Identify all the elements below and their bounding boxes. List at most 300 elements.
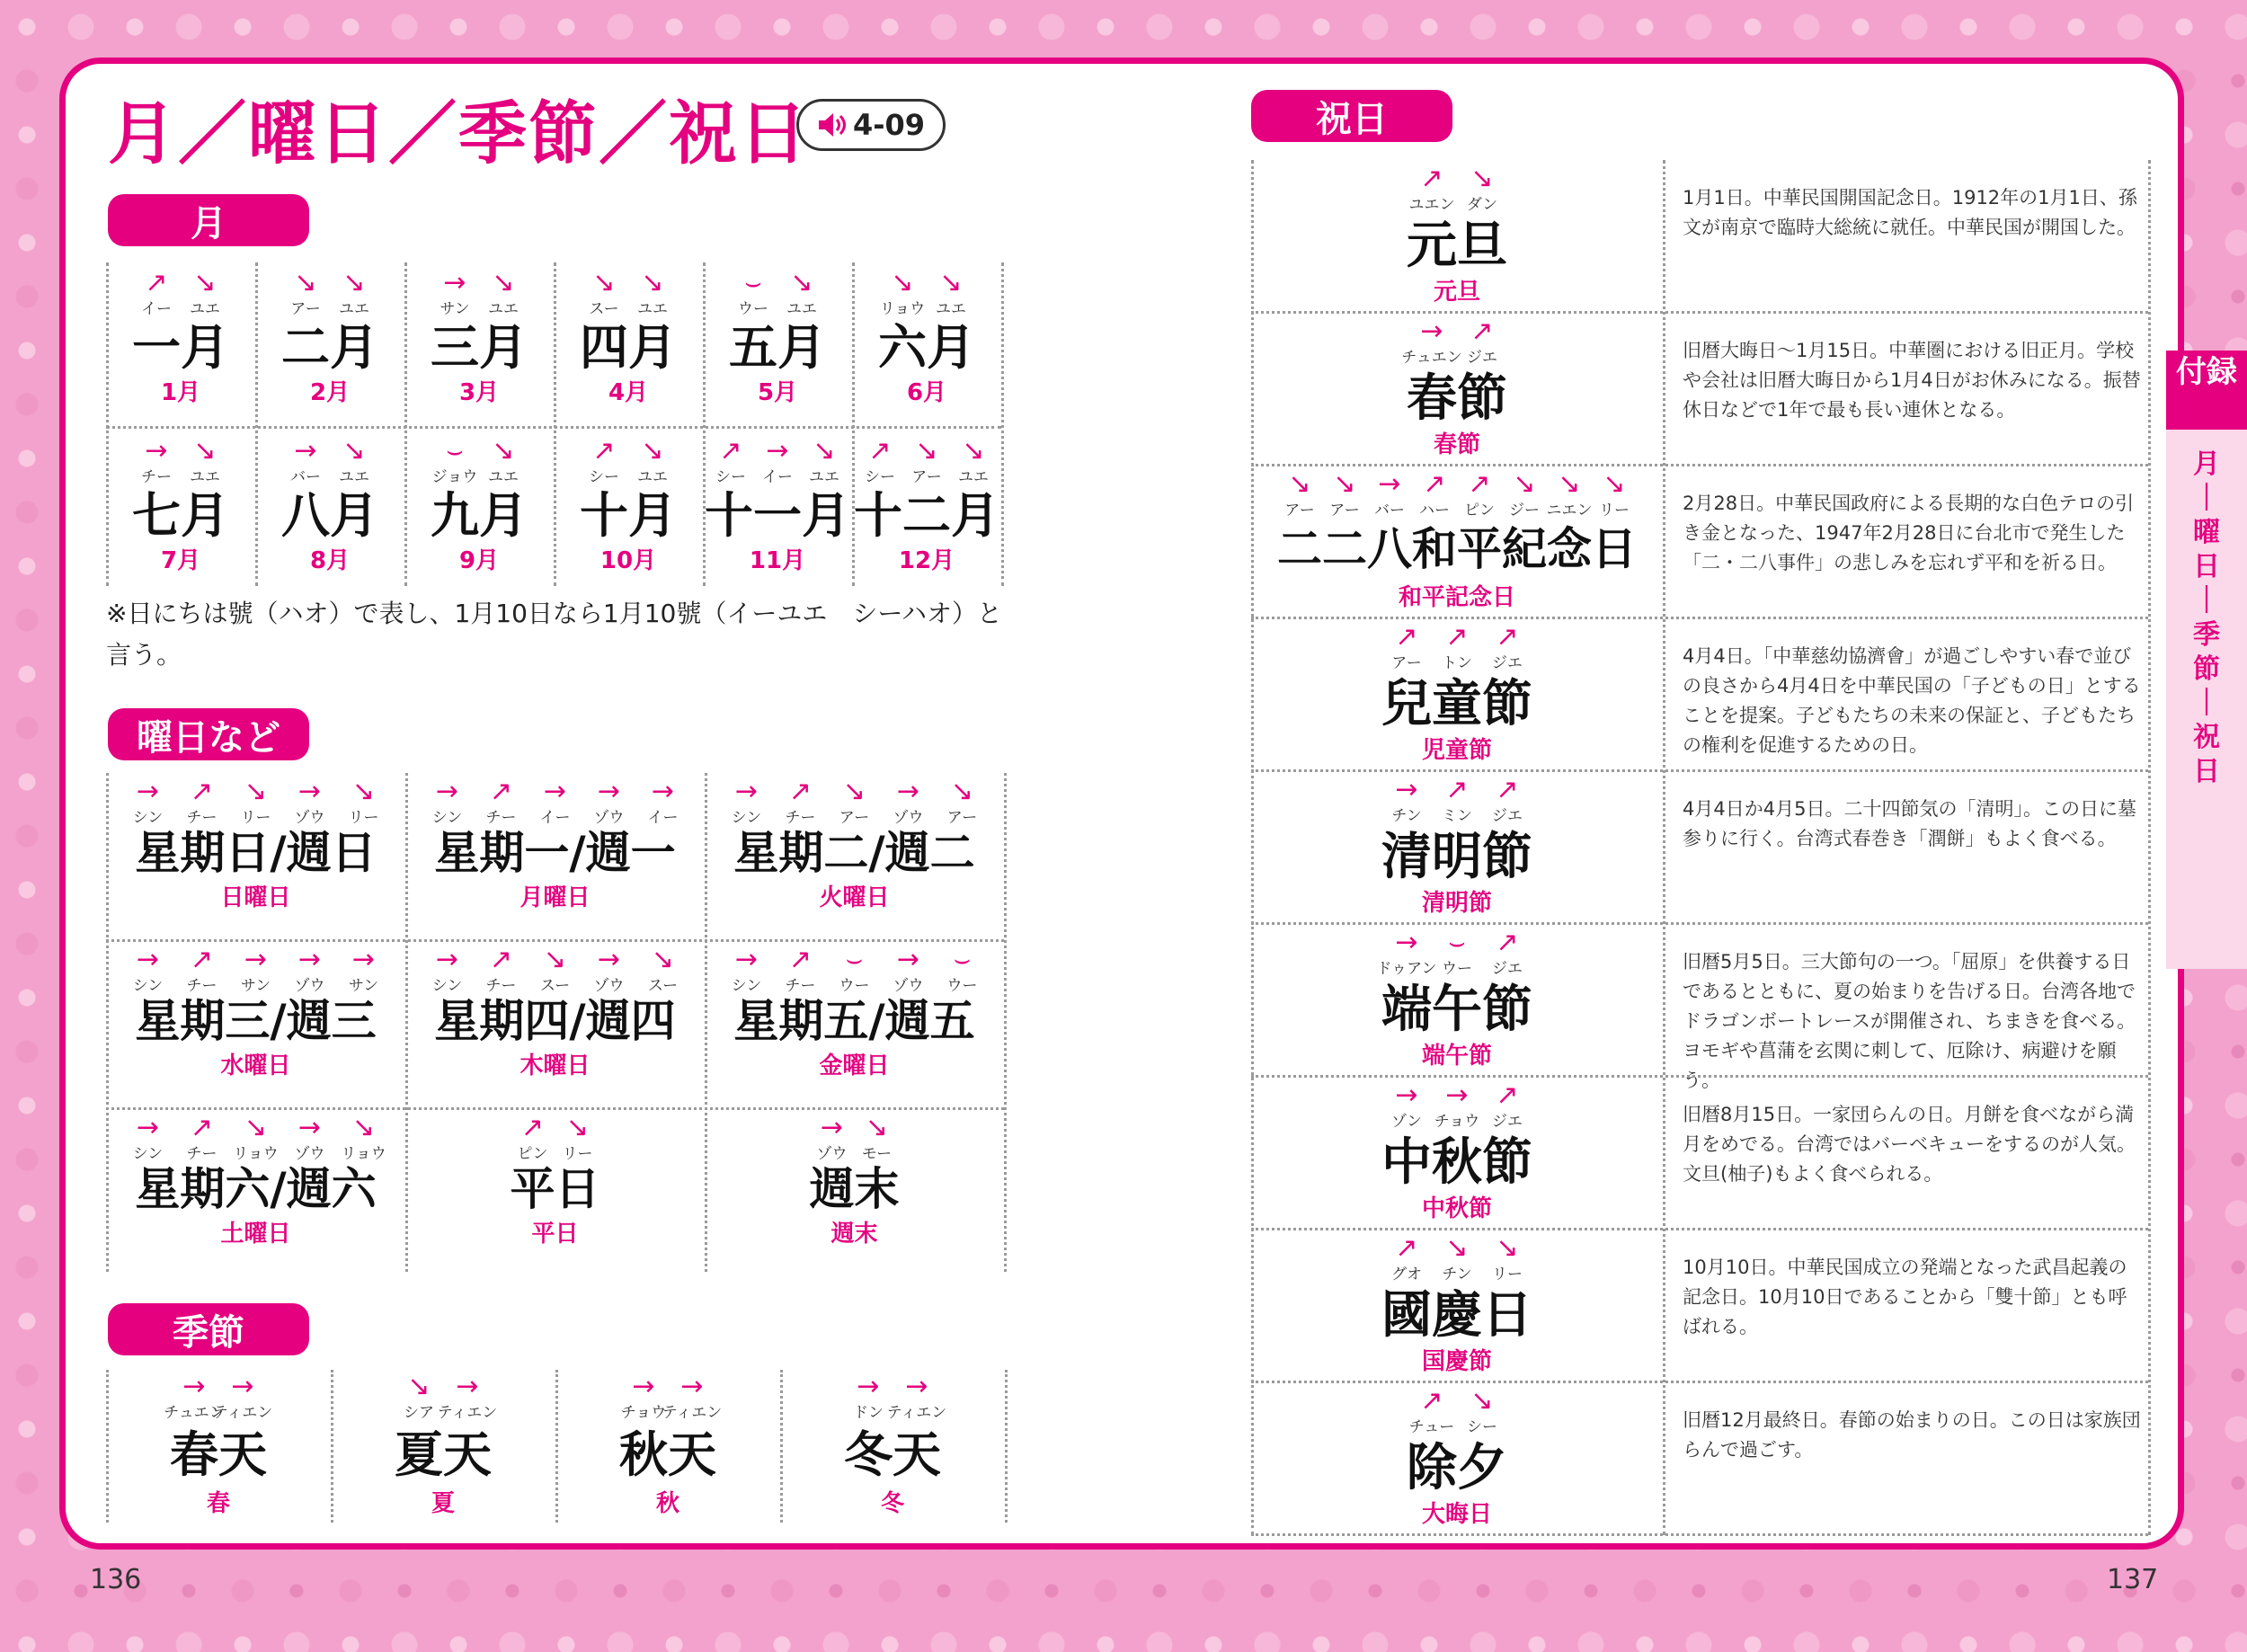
- reading-label: チー: [485, 809, 517, 827]
- hanzi-word: 一月: [132, 319, 229, 376]
- tone-mark-icon: ↗: [719, 438, 742, 466]
- reading-label: ユエ: [958, 468, 989, 486]
- tone-mark-icon: ↗: [190, 1115, 214, 1143]
- word-cell: [404, 270, 554, 412]
- tone-mark-icon: →: [734, 946, 759, 975]
- tone-mark-icon: ↗: [520, 1115, 545, 1143]
- tone-mark-icon: ↘: [1603, 471, 1626, 500]
- reading-label: ジエ: [1492, 654, 1523, 672]
- tone-mark-icon: ↘: [962, 438, 985, 466]
- dotted-divider: [555, 1370, 558, 1523]
- reading-label: シン: [431, 809, 463, 827]
- reading-label: ティエン: [886, 1404, 947, 1422]
- tone-mark-icon: ↘: [543, 946, 567, 975]
- tone-mark-icon: →: [136, 946, 160, 975]
- hanzi-word: 春節: [1407, 369, 1507, 428]
- japanese-meaning: 6月: [906, 379, 947, 406]
- holiday-description: 2月28日。中華民国政府による長期的な白色テロの引き金となった、1947年2月28日に台北市で発生した「二・二八事件」の悲しみを忘れず平和を祈る日。: [1683, 493, 2135, 573]
- hanzi-word: 三月: [431, 319, 528, 376]
- word-cell: [106, 946, 405, 1085]
- reading-label: ユエ: [936, 300, 966, 318]
- page-number-left: 136: [90, 1564, 142, 1595]
- tone-mark-icon: ⌣: [744, 270, 762, 298]
- japanese-meaning: 12月: [898, 547, 955, 574]
- japanese-meaning: 3月: [458, 379, 500, 406]
- reading-label: シー: [715, 468, 746, 486]
- tone-mark-icon: →: [905, 1373, 928, 1402]
- holiday-description: 旧暦8月15日。一家団らんの日。月餅を食べながら満月をめでる。台湾ではバーベキューをするのが人気。文旦(柚子)もよく食べられる。: [1683, 1104, 2136, 1185]
- tone-mark-icon: ↗: [1395, 1235, 1418, 1264]
- tone-mark-icon: →: [543, 778, 567, 807]
- dotted-divider: [106, 1107, 1004, 1110]
- tone-mark-icon: ↗: [1445, 777, 1469, 805]
- tone-mark-icon: ↗: [1496, 624, 1519, 653]
- reading-label: リー: [562, 1145, 593, 1163]
- tone-mark-icon: ↗: [1445, 624, 1469, 653]
- hanzi-word: 八月: [281, 487, 378, 544]
- reading-label: ゾウ: [294, 1145, 325, 1163]
- word-cell: [554, 270, 703, 412]
- japanese-meaning: 夏: [431, 1490, 455, 1517]
- reading-label: チー: [186, 1145, 218, 1163]
- dotted-divider: [1004, 773, 1007, 1272]
- audio-track-badge[interactable]: [796, 99, 946, 151]
- tone-mark-icon: ↘: [565, 1115, 590, 1143]
- reading-label: モー: [861, 1145, 893, 1163]
- hanzi-word: 七月: [132, 487, 229, 544]
- tone-mark-icon: →: [294, 438, 317, 466]
- tone-mark-icon: ↗: [788, 778, 813, 807]
- tone-mark-icon: →: [1378, 471, 1401, 500]
- tone-mark-icon: →: [298, 946, 322, 975]
- reading-label: ジエ: [1467, 349, 1497, 367]
- dotted-divider: [106, 262, 109, 586]
- tone-mark-icon: ↘: [641, 270, 664, 298]
- tone-mark-icon: →: [351, 946, 376, 975]
- reading-label: バー: [290, 468, 321, 486]
- reading-label: ユエ: [809, 468, 839, 486]
- tone-mark-icon: →: [435, 778, 459, 807]
- reading-label: サン: [240, 977, 271, 995]
- reading-label: ユエ: [637, 300, 668, 318]
- japanese-meaning: 7月: [160, 547, 201, 574]
- tone-mark-icon: →: [145, 438, 168, 466]
- tone-mark-icon: ↗: [190, 778, 214, 807]
- reading-label: チー: [141, 468, 172, 486]
- word-cell: [1251, 1388, 1663, 1533]
- word-cell: [106, 270, 255, 412]
- hanzi-word: 平日: [510, 1163, 600, 1215]
- hanzi-word: 十二月: [854, 487, 999, 544]
- reading-label: ゾン: [1391, 1113, 1422, 1131]
- reading-label: ジエ: [1492, 960, 1523, 978]
- word-cell: [1251, 929, 1663, 1075]
- tone-mark-icon: ↘: [492, 438, 515, 466]
- section-months-label: 月: [108, 194, 309, 246]
- reading-label: サン: [440, 300, 470, 318]
- section-holidays-label: 祝日: [1251, 90, 1452, 142]
- reading-label: シー: [589, 468, 619, 486]
- tone-mark-icon: →: [734, 778, 759, 807]
- reading-label: ジエ: [1492, 807, 1523, 825]
- holiday-description: 旧暦5月5日。三大節句の一つ。「屈原」を供養する日であるとともに、夏の始まりを告げる日。台湾各地でドラゴンボートレースが開催され、ちまきを食べる。ヨモギや菖蒲を玄関に刺して、厄除け、病避けを願う。: [1683, 951, 2136, 1091]
- tone-mark-icon: ↘: [1288, 471, 1311, 500]
- reading-label: ゾウ: [593, 809, 625, 827]
- reading-label: シン: [731, 977, 762, 995]
- word-cell: [705, 778, 1004, 917]
- dotted-divider: [331, 1370, 333, 1523]
- reading-label: チー: [485, 977, 517, 995]
- hanzi-word: 清明節: [1381, 828, 1532, 886]
- tone-mark-icon: ↘: [1496, 1235, 1519, 1264]
- tone-mark-icon: ↘: [813, 438, 836, 466]
- reading-label: ウー: [738, 300, 768, 318]
- hanzi-word: 國慶日: [1381, 1286, 1532, 1345]
- tone-mark-icon: ↘: [651, 946, 675, 975]
- tone-mark-icon: →: [298, 1115, 322, 1143]
- dotted-divider: [1251, 1533, 2148, 1536]
- tone-mark-icon: ↘: [790, 270, 813, 298]
- tone-mark-icon: →: [136, 778, 160, 807]
- section-seasons-label: 季節: [108, 1303, 309, 1355]
- word-cell: [106, 778, 405, 917]
- tone-mark-icon: →: [1420, 318, 1443, 347]
- tone-mark-icon: ↗: [1470, 318, 1494, 347]
- word-cell: [106, 1373, 331, 1523]
- tone-mark-icon: ↗: [1496, 777, 1519, 805]
- reading-label: チュエン: [164, 1404, 225, 1422]
- word-cell: [106, 1115, 405, 1253]
- hanzi-word: 星期六/週六: [135, 1163, 377, 1215]
- hanzi-word: 九月: [431, 487, 528, 544]
- tone-mark-icon: ↗: [788, 946, 813, 975]
- holiday-description: 旧暦12月最終日。春節の始まりの日。この日は家族団らんで過ごす。: [1683, 1409, 2141, 1461]
- tone-mark-icon: →: [651, 778, 675, 807]
- japanese-meaning: 4月: [608, 379, 649, 406]
- reading-label: ゾウ: [816, 1145, 848, 1163]
- japanese-meaning: 9月: [458, 547, 500, 574]
- japanese-meaning: 平日: [531, 1221, 579, 1248]
- word-cell: [1251, 1082, 1663, 1228]
- reading-label: ゾウ: [593, 977, 625, 995]
- word-cell: [255, 438, 404, 580]
- hanzi-word: 星期日/週日: [135, 827, 377, 879]
- japanese-meaning: 冬: [880, 1490, 904, 1517]
- tone-mark-icon: ⌣: [845, 946, 864, 975]
- tone-mark-icon: ↗: [1468, 471, 1491, 500]
- tone-mark-icon: →: [680, 1373, 704, 1402]
- reading-label: リー: [348, 809, 379, 827]
- japanese-meaning: 金曜日: [819, 1052, 890, 1079]
- tone-mark-icon: →: [182, 1373, 206, 1402]
- tone-mark-icon: ↘: [891, 270, 914, 298]
- appendix-topics-tab[interactable]: 月 ｜ 曜 日 ｜ 季 節 ｜ 祝 日: [2166, 430, 2247, 969]
- hanzi-word: 夏天: [395, 1426, 492, 1483]
- reading-label: ドン: [853, 1404, 884, 1422]
- reading-label: ティエン: [437, 1404, 498, 1422]
- tone-mark-icon: ↘: [342, 270, 366, 298]
- tone-mark-icon: →: [857, 1373, 880, 1402]
- reading-label: ピン: [1464, 502, 1495, 520]
- word-cell: [705, 946, 1004, 1085]
- dotted-divider: [405, 773, 408, 1272]
- reading-label: アー: [1391, 654, 1422, 672]
- hanzi-word: 十月: [580, 487, 677, 544]
- word-cell: [705, 1115, 1004, 1253]
- hanzi-word: 元旦: [1407, 217, 1507, 275]
- dotted-divider: [2148, 160, 2151, 1535]
- reading-label: チョウ: [620, 1404, 667, 1422]
- reading-label: ゾウ: [893, 809, 924, 827]
- reading-label: スー: [539, 977, 571, 995]
- hanzi-word: 十一月: [705, 487, 850, 544]
- tone-mark-icon: ↘: [1445, 1235, 1469, 1264]
- tone-mark-icon: ↘: [939, 270, 963, 298]
- reading-label: トン: [1442, 654, 1472, 672]
- tone-mark-icon: ⌣: [953, 946, 972, 975]
- reading-label: チュー: [1408, 1418, 1455, 1436]
- tone-mark-icon: ↘: [1470, 165, 1494, 194]
- hanzi-word: 冬天: [844, 1426, 941, 1483]
- reading-label: シー: [865, 468, 895, 486]
- hanzi-word: 星期三/週三: [135, 995, 377, 1047]
- reading-label: リョウ: [879, 300, 926, 318]
- hanzi-word: 六月: [878, 319, 975, 376]
- tone-mark-icon: →: [1445, 1082, 1469, 1111]
- tone-mark-icon: →: [435, 946, 459, 975]
- holiday-description: 旧暦大晦日～1月15日。中華圏における旧正月。学校や会社は旧暦大晦日から1月4日がお休みになる。振替休日などで1年で最も長い連休となる。: [1683, 340, 2141, 421]
- dotted-divider: [1001, 262, 1004, 586]
- word-cell: [404, 438, 554, 580]
- tone-mark-icon: ↘: [407, 1373, 431, 1402]
- reading-label: チン: [1391, 807, 1422, 825]
- audio-track-number: 4-09: [852, 108, 926, 142]
- japanese-meaning: 木曜日: [520, 1052, 591, 1079]
- reading-label: ニエン: [1546, 502, 1593, 520]
- dotted-divider: [1005, 1370, 1008, 1523]
- dotted-divider: [1251, 1228, 2148, 1230]
- reading-label: アー: [839, 809, 870, 827]
- reading-label: チー: [785, 977, 816, 995]
- reading-label: チー: [785, 809, 816, 827]
- word-cell: [852, 438, 1001, 580]
- reading-label: ユエ: [786, 300, 817, 318]
- hanzi-word: 二二八和平紀念日: [1277, 523, 1637, 575]
- reading-label: シン: [431, 977, 463, 995]
- word-cell: [555, 1373, 780, 1523]
- reading-label: シー: [1467, 1418, 1497, 1436]
- holiday-description: 4月4日。「中華慈幼協濟會」が過ごしやすい春で並びの良さから4月4日を中華民国の「子どもの日」とすることを提案。子どもたちの未来の保証と、子どもたちの権利を促進するための日。: [1683, 645, 2141, 756]
- reading-label: チー: [186, 809, 218, 827]
- months-note: ※日にちは號（ハオ）で表し、1月10日なら1月10號（イーユエ シーハオ）と言う。: [106, 599, 1002, 670]
- word-cell: [1251, 624, 1663, 769]
- tone-mark-icon: ↗: [868, 438, 892, 466]
- dotted-divider: [106, 939, 1004, 942]
- reading-label: ユエ: [190, 468, 220, 486]
- reading-label: イー: [762, 468, 793, 486]
- reading-label: バー: [1374, 502, 1405, 520]
- japanese-meaning: 春節: [1433, 431, 1480, 458]
- word-cell: [703, 270, 852, 412]
- hanzi-word: 星期二/週二: [733, 827, 975, 879]
- tone-mark-icon: ↘: [1470, 1388, 1494, 1417]
- japanese-meaning: 中秋節: [1421, 1195, 1492, 1222]
- reading-label: グオ: [1391, 1266, 1422, 1283]
- japanese-meaning: 児童節: [1421, 737, 1492, 764]
- reading-label: チン: [1442, 1266, 1472, 1283]
- tone-mark-icon: →: [298, 778, 322, 807]
- tone-mark-icon: ↘: [865, 1115, 889, 1143]
- tone-mark-icon: →: [1395, 777, 1418, 805]
- dotted-divider: [1251, 464, 2148, 466]
- tone-mark-icon: →: [456, 1373, 479, 1402]
- tone-mark-icon: ↘: [1513, 471, 1536, 500]
- reading-label: リョウ: [233, 1145, 279, 1163]
- word-cell: [106, 438, 255, 580]
- japanese-meaning: 大晦日: [1421, 1501, 1492, 1528]
- dotted-divider: [780, 1370, 783, 1523]
- reading-label: ティエン: [662, 1404, 723, 1422]
- tone-mark-icon: ↘: [492, 270, 515, 298]
- japanese-meaning: 秋: [655, 1490, 679, 1517]
- tone-mark-icon: ↘: [244, 1115, 268, 1143]
- japanese-meaning: 国慶節: [1421, 1348, 1492, 1375]
- word-cell: [780, 1373, 1005, 1523]
- reading-label: サン: [348, 977, 379, 995]
- tone-mark-icon: ↘: [842, 778, 866, 807]
- word-cell: [1251, 471, 1663, 617]
- hanzi-word: 週末: [809, 1163, 900, 1215]
- reading-label: ユエ: [488, 300, 519, 318]
- page-title: 月／曜日／季節／祝日: [108, 93, 809, 173]
- section-weekdays-label: 曜日など: [108, 708, 309, 760]
- tone-mark-icon: →: [244, 946, 268, 975]
- reading-label: ジョウ: [431, 468, 478, 486]
- hanzi-word: 除夕: [1407, 1439, 1507, 1497]
- reading-label: ウー: [1442, 960, 1472, 978]
- reading-label: リー: [240, 809, 271, 827]
- reading-label: イー: [539, 809, 571, 827]
- japanese-meaning: 火曜日: [819, 884, 890, 911]
- reading-label: ゾウ: [893, 977, 924, 995]
- reading-label: リー: [1492, 1266, 1523, 1283]
- reading-label: スー: [589, 300, 619, 318]
- tone-mark-icon: →: [597, 778, 621, 807]
- reading-label: ユエ: [339, 468, 369, 486]
- tone-mark-icon: ↘: [1558, 471, 1581, 500]
- word-cell: [1251, 1235, 1663, 1381]
- hanzi-word: 端午節: [1381, 981, 1532, 1039]
- word-cell: [1251, 318, 1663, 464]
- reading-label: アー: [946, 809, 978, 827]
- reading-label: シン: [132, 977, 164, 995]
- hanzi-word: 二月: [281, 319, 378, 376]
- hanzi-word: 中秋節: [1381, 1133, 1532, 1192]
- hanzi-word: 春天: [170, 1426, 267, 1483]
- word-cell: [1251, 165, 1663, 311]
- tone-mark-icon: ↗: [190, 946, 214, 975]
- hanzi-word: 秋天: [619, 1426, 716, 1483]
- tone-mark-icon: ↘: [342, 438, 366, 466]
- reading-label: ユエン: [1408, 196, 1455, 214]
- tone-mark-icon: →: [766, 438, 789, 466]
- tone-mark-icon: ↗: [1496, 1082, 1519, 1111]
- reading-label: ピン: [517, 1145, 548, 1163]
- reading-label: イー: [647, 809, 679, 827]
- tone-mark-icon: ↗: [1496, 929, 1519, 958]
- reading-label: シン: [132, 1145, 164, 1163]
- tone-mark-icon: ↘: [244, 778, 268, 807]
- word-cell: [331, 1373, 555, 1523]
- hanzi-word: 四月: [580, 319, 677, 376]
- japanese-meaning: 端午節: [1421, 1043, 1492, 1070]
- tone-mark-icon: ↘: [641, 438, 664, 466]
- dotted-divider: [404, 262, 407, 586]
- reading-label: シン: [132, 809, 164, 827]
- reading-label: ハー: [1419, 502, 1450, 520]
- word-cell: [405, 1115, 705, 1253]
- word-cell: [1251, 777, 1663, 922]
- tone-mark-icon: ↘: [592, 270, 616, 298]
- japanese-meaning: 日曜日: [220, 884, 291, 911]
- dotted-divider: [703, 262, 706, 586]
- tone-mark-icon: ↗: [1423, 471, 1446, 500]
- appendix-tab[interactable]: 付録: [2166, 351, 2247, 430]
- tone-mark-icon: ↘: [950, 778, 974, 807]
- dotted-divider: [852, 262, 855, 586]
- holiday-description: 4月4日か4月5日。二十四節気の「清明」。この日に墓参りに行く。台湾式春巻き「潤餅」もよく食べる。: [1683, 798, 2136, 849]
- tone-mark-icon: →: [632, 1373, 655, 1402]
- dotted-divider: [106, 773, 109, 1272]
- page-number-right: 137: [2107, 1564, 2159, 1595]
- japanese-meaning: 清明節: [1421, 890, 1492, 917]
- tone-mark-icon: ↗: [592, 438, 616, 466]
- dotted-divider: [1251, 1075, 2148, 1078]
- reading-label: ドゥアン: [1376, 960, 1437, 978]
- reading-label: シン: [731, 809, 762, 827]
- reading-label: シア: [404, 1404, 434, 1422]
- reading-label: チョウ: [1434, 1113, 1480, 1131]
- tone-mark-icon: →: [896, 946, 920, 975]
- dotted-divider: [1251, 311, 2148, 314]
- tone-mark-icon: →: [896, 778, 920, 807]
- japanese-meaning: 月曜日: [520, 884, 591, 911]
- japanese-meaning: 水曜日: [220, 1052, 291, 1079]
- japanese-meaning: 2月: [309, 379, 351, 406]
- reading-label: チュエン: [1401, 349, 1462, 367]
- word-cell: [405, 946, 705, 1085]
- reading-label: アー: [290, 300, 321, 318]
- dotted-divider: [1663, 160, 1665, 1535]
- hanzi-word: 星期四/週四: [434, 995, 676, 1047]
- japanese-meaning: 5月: [757, 379, 798, 406]
- japanese-meaning: 土曜日: [220, 1221, 291, 1248]
- reading-label: ダン: [1466, 196, 1498, 214]
- reading-label: ユエ: [488, 468, 519, 486]
- reading-label: イー: [141, 300, 172, 318]
- tone-mark-icon: ↘: [1333, 471, 1356, 500]
- hanzi-word: 星期一/週一: [434, 827, 676, 879]
- hanzi-word: 五月: [729, 319, 826, 376]
- word-cell: [255, 270, 404, 412]
- reading-label: リー: [1599, 502, 1630, 520]
- reading-label: ゾウ: [294, 809, 325, 827]
- tone-mark-icon: →: [1395, 1082, 1418, 1111]
- reading-label: スー: [647, 977, 679, 995]
- tone-mark-icon: ↗: [489, 778, 513, 807]
- word-cell: [405, 778, 705, 917]
- tone-mark-icon: ↗: [489, 946, 513, 975]
